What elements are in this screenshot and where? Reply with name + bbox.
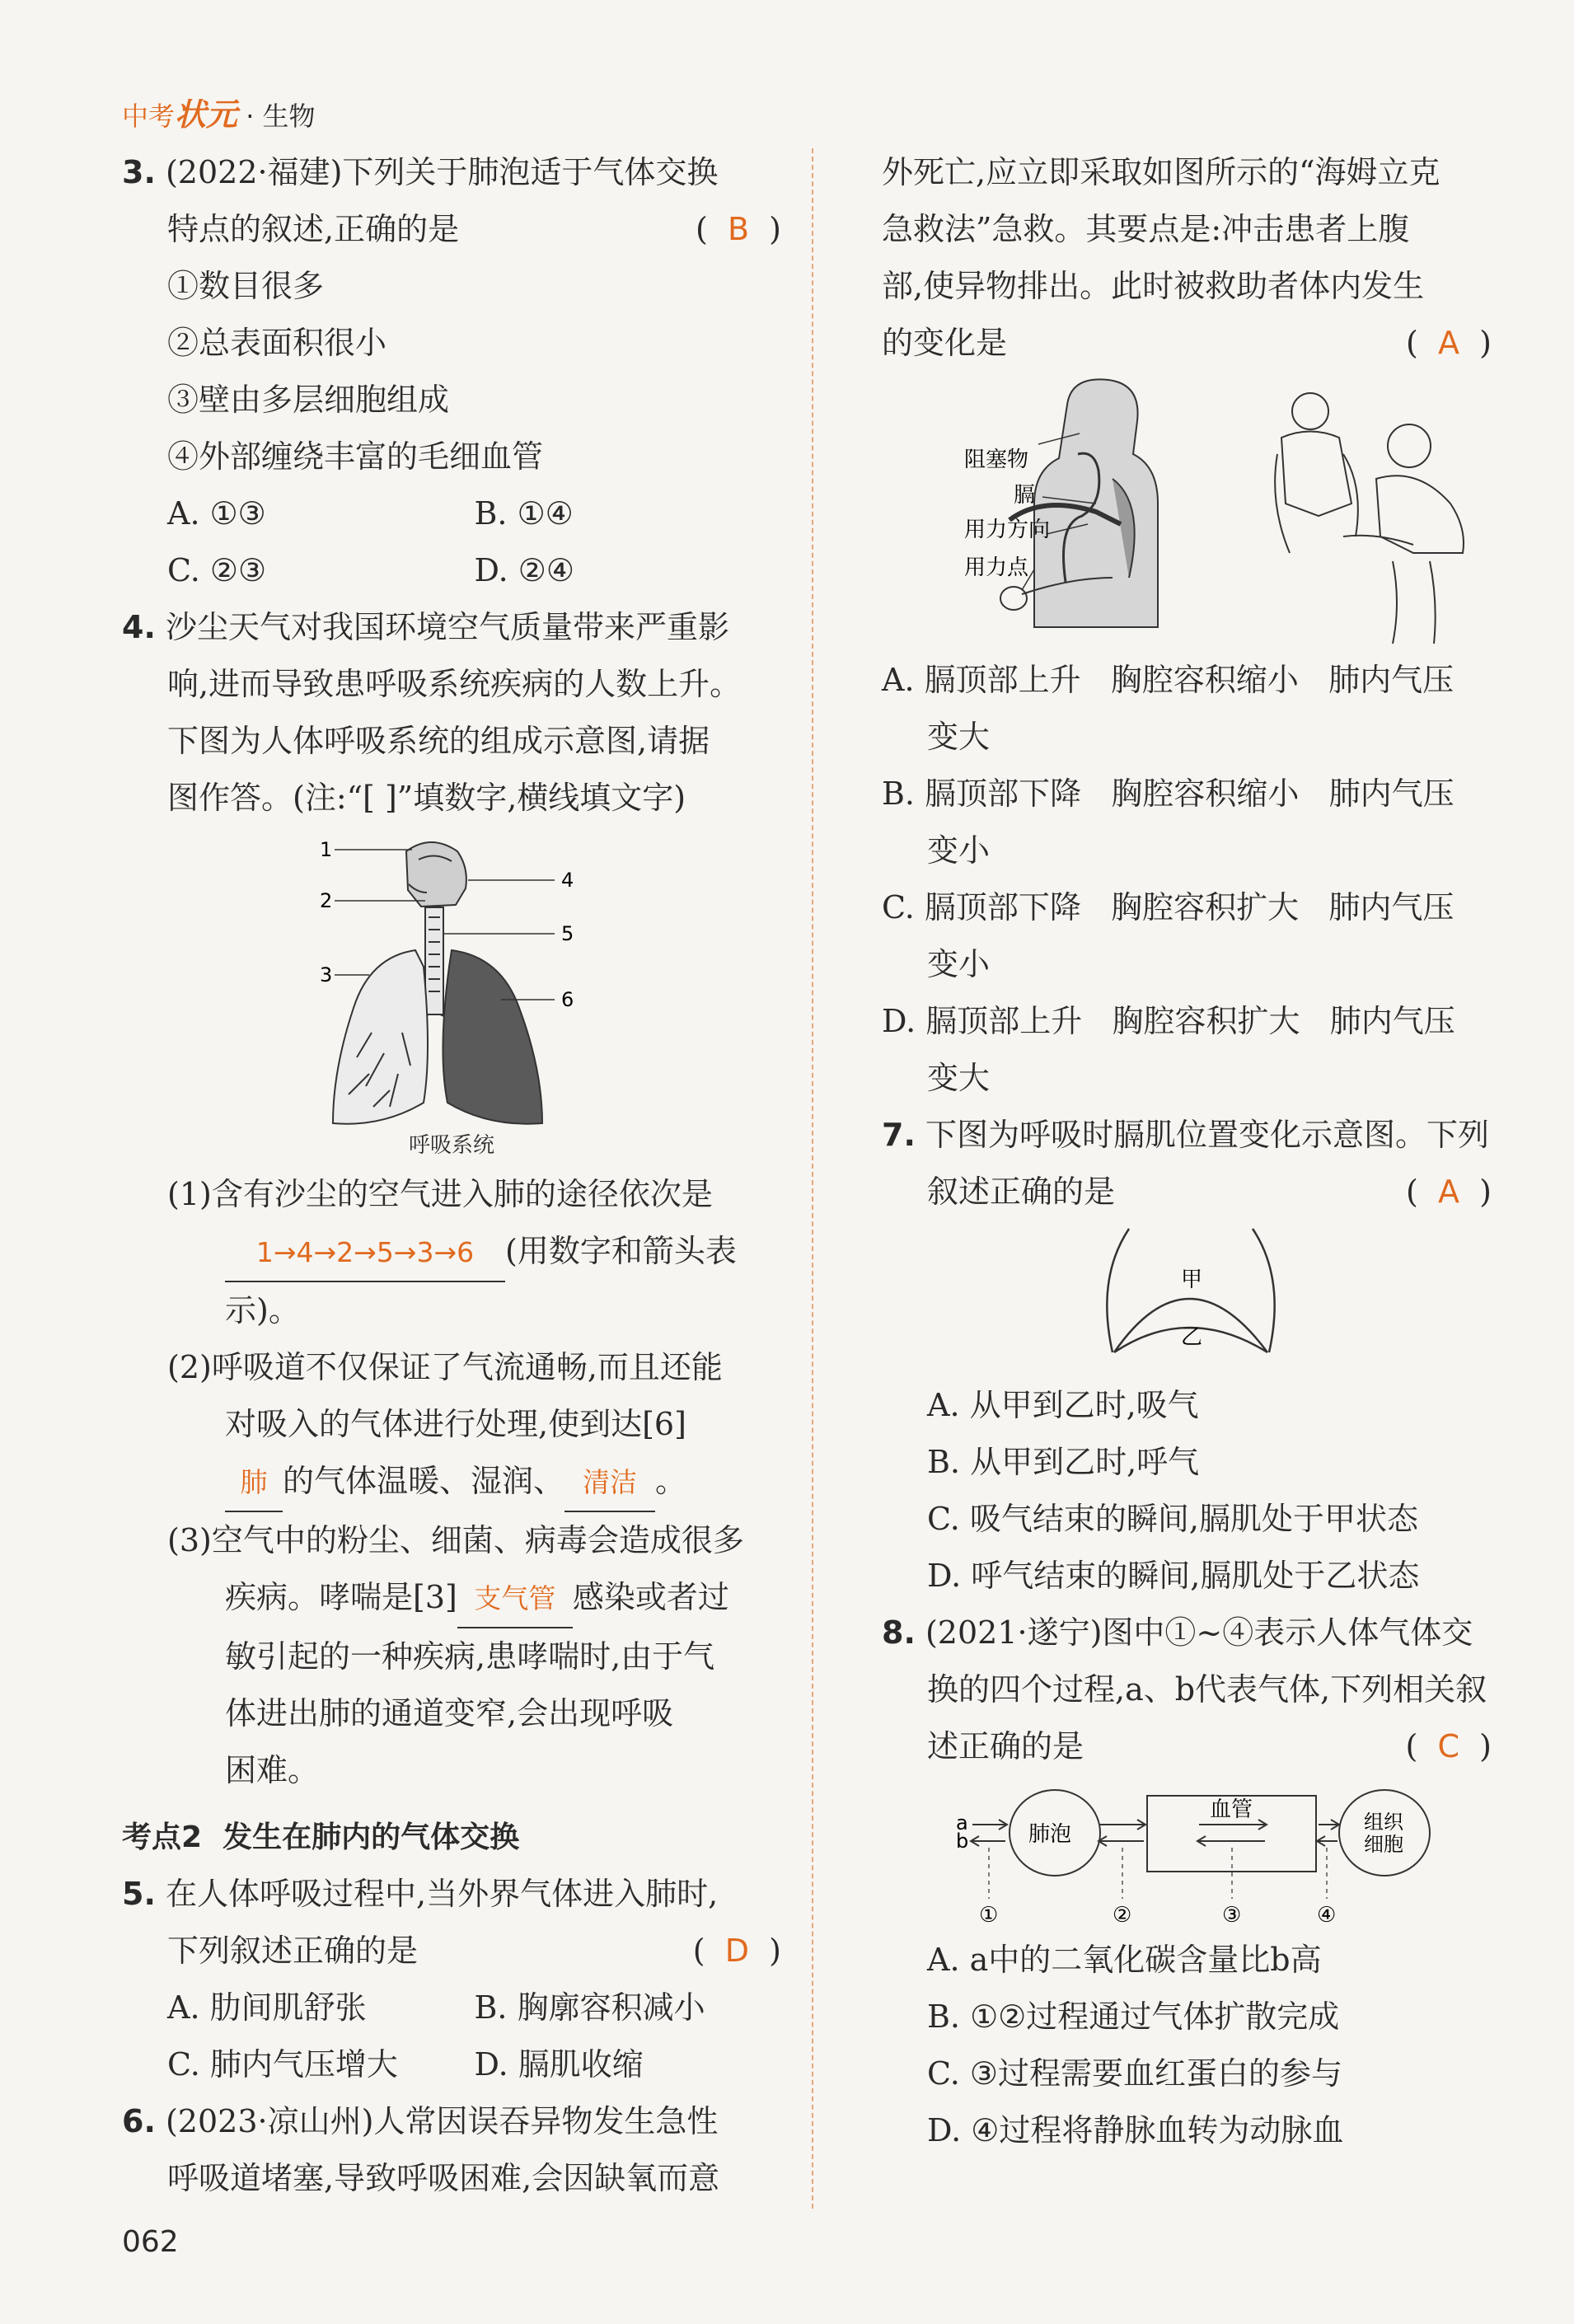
option-a: A. ①③: [167, 495, 266, 532]
subquestion-2: (2)呼吸道不仅保证了气流通畅,而且还能: [167, 1349, 723, 1385]
diaphragm-figure: [882, 1221, 1492, 1377]
left-column: [122, 144, 781, 2207]
option-d: D. 膈顶部上升 胸腔容积扩大 肺内气压: [882, 1003, 1455, 1039]
fig-label-cell: 细胞: [1364, 1833, 1403, 1856]
question-5: [122, 1866, 781, 2093]
subquestion-text: (用数字和箭头表: [505, 1233, 737, 1269]
fig-label-jia: 甲: [1181, 1267, 1203, 1292]
answer-parens: ( B ): [695, 211, 781, 247]
option-c: C. 吸气结束的瞬间,膈肌处于甲状态: [927, 1501, 1418, 1537]
question-3: [122, 144, 781, 599]
option-b-cont: 变小: [927, 832, 991, 869]
answer-blank: 支气管: [457, 1570, 573, 1628]
question-number: 7.: [882, 1117, 916, 1153]
question-text: 图作答。(注:“[ ]”填数字,横线填文字): [167, 780, 686, 816]
fig-label-6: 6: [561, 988, 574, 1011]
question-text: (2021·遂宁)图中①~④表示人体气体交: [925, 1614, 1473, 1651]
option-b: B. ①④: [474, 495, 574, 532]
question-text: 外死亡,应立即采取如图所示的“海姆立克: [882, 154, 1440, 190]
fig-label-4: 4: [561, 869, 574, 892]
option-b: B. ①②过程通过气体扩散完成: [927, 1998, 1340, 2035]
fig-label-3: 3: [320, 963, 333, 986]
option-a: A. 肋间肌舒张: [167, 1989, 367, 2026]
respiratory-system-figure: [122, 827, 781, 1132]
subquestion-3: (3)空气中的粉尘、细菌、病毒会造成很多: [167, 1522, 744, 1558]
subquestion-text: 感染或者过: [572, 1579, 729, 1615]
question-8: [882, 1605, 1492, 2159]
question-text: 部,使异物排出。此时被救助者体内发生: [882, 268, 1425, 304]
answer-parens: ( D ): [692, 1933, 781, 1969]
fig-label-process-4: ④: [1317, 1903, 1337, 1928]
subquestion-1: (1)含有沙尘的空气进入肺的途径依次是: [167, 1176, 713, 1212]
subquestion-text: 困难。: [225, 1752, 320, 1788]
heimlich-drawing: [1000, 379, 1464, 644]
option-d: D. ④过程将静脉血转为动脉血: [927, 2112, 1344, 2148]
option-b: B. 膈顶部下降 胸腔容积缩小 肺内气压: [882, 775, 1455, 812]
question-7: [882, 1107, 1492, 1605]
right-column: [882, 144, 1492, 2159]
question-text: 述正确的是: [927, 1728, 1084, 1764]
option-c-cont: 变小: [927, 946, 991, 982]
answer-parens: ( A ): [1406, 325, 1492, 361]
answer-value: C: [1437, 1728, 1460, 1764]
statement-item: ③壁由多层细胞组成: [167, 382, 450, 418]
fig-label-5: 5: [561, 922, 574, 945]
question-number: 8.: [882, 1614, 916, 1651]
question-4: [122, 599, 781, 1799]
option-c: C. ③过程需要血红蛋白的参与: [927, 2055, 1342, 2092]
question-text: (2023·凉山州)人常因误吞异物发生急性: [165, 2103, 719, 2139]
fig-label-process-3: ③: [1222, 1903, 1242, 1928]
heimlich-figure: [882, 372, 1492, 652]
fig-label-diaphragm: 膈: [1014, 483, 1036, 508]
question-number: 6.: [122, 2103, 156, 2139]
statement-item: ④外部缠绕丰富的毛细血管: [167, 438, 544, 475]
statement-item: ②总表面积很小: [167, 325, 387, 361]
question-text: (2022·福建)下列关于肺泡适于气体交换: [165, 154, 719, 190]
option-a-cont: 变大: [927, 719, 991, 755]
subquestion-text: 敏引起的一种疾病,患哮喘时,由于气: [225, 1638, 715, 1675]
question-text: 的变化是: [882, 325, 1008, 361]
subquestion-text: 。: [655, 1463, 687, 1499]
option-d: D. 呼气结束的瞬间,膈肌处于乙状态: [927, 1558, 1420, 1594]
question-text: 下列叙述正确的是: [167, 1933, 419, 1969]
option-a: A. 从甲到乙时,吸气: [927, 1387, 1199, 1423]
question-number: 5.: [122, 1876, 156, 1912]
fig-label-tissue: 组织: [1364, 1811, 1403, 1834]
question-text: 下图为人体呼吸系统的组成示意图,请据: [167, 723, 710, 759]
figure-caption: 呼吸系统: [408, 1133, 494, 1158]
subquestion-text: 示)。: [225, 1292, 300, 1328]
header-dot: ·: [246, 101, 255, 132]
answer-parens: ( C ): [1405, 1728, 1492, 1764]
option-d: D. ②④: [474, 552, 574, 588]
question-text: 急救法”急救。其要点是:冲击患者上腹: [882, 211, 1410, 247]
fig-label-b: b: [956, 1830, 969, 1853]
page-header: [122, 89, 316, 134]
answer-value: A: [1438, 325, 1460, 361]
question-6-continued: [882, 144, 1492, 1107]
fig-label-alveolus: 肺泡: [1028, 1822, 1072, 1847]
fig-label-process-2: ②: [1113, 1903, 1132, 1928]
fig-label-a: a: [956, 1811, 968, 1834]
answer-blank: 清洁: [564, 1454, 655, 1512]
question-text: 响,进而导致患呼吸系统疾病的人数上升。: [167, 666, 742, 702]
column-divider: [812, 148, 813, 2209]
gas-exchange-figure: [882, 1775, 1492, 1932]
fig-label-1: 1: [320, 838, 333, 861]
option-a: A. 膈顶部上升 胸腔容积缩小 肺内气压: [882, 662, 1455, 698]
answer-value: D: [724, 1933, 750, 1969]
question-number: 3.: [122, 154, 156, 190]
fig-label-force-point: 用力点: [964, 555, 1029, 580]
option-a: A. a中的二氧化碳含量比b高: [927, 1942, 1322, 1978]
fig-label-force-direction: 用力方向: [964, 518, 1051, 542]
section-heading: 考点2 发生在肺内的气体交换: [122, 1820, 520, 1854]
question-text: 叙述正确的是: [927, 1174, 1116, 1210]
option-d-cont: 变大: [927, 1060, 991, 1096]
fig-label-yi: 乙: [1181, 1325, 1203, 1350]
option-c: C. 肺内气压增大: [167, 2046, 398, 2083]
question-text: 在人体呼吸过程中,当外界气体进入肺时,: [165, 1876, 719, 1912]
subquestion-text: 体进出肺的通道变窄,会出现呼吸: [225, 1695, 674, 1731]
question-text: 沙尘天气对我国环境空气质量带来严重影: [165, 609, 729, 645]
question-text: 换的四个过程,a、b代表气体,下列相关叙: [927, 1671, 1487, 1708]
answer-value: A: [1438, 1174, 1460, 1210]
option-d: D. 膈肌收缩: [474, 2046, 644, 2083]
respiratory-drawing: [333, 842, 542, 1124]
header-subject: 生物: [262, 101, 316, 132]
answer-value: B: [727, 211, 750, 247]
option-c: C. 膈顶部下降 胸腔容积扩大 肺内气压: [882, 889, 1455, 925]
page-number: 062: [122, 2225, 179, 2259]
subquestion-text: 疾病。哮喘是[3]: [225, 1579, 457, 1615]
question-6-start: [122, 2093, 781, 2207]
question-text: 特点的叙述,正确的是: [167, 211, 460, 247]
option-c: C. ②③: [167, 552, 267, 588]
question-text: 下图为呼吸时膈肌位置变化示意图。下列: [925, 1117, 1489, 1153]
answer-blank: 1→4→2→5→3→6: [225, 1224, 505, 1282]
subquestion-text: 对吸入的气体进行处理,使到达[6]: [225, 1406, 686, 1442]
fig-label-process-1: ①: [979, 1903, 999, 1928]
subquestion-text: 的气体温暖、湿润、: [283, 1463, 565, 1499]
answer-parens: ( A ): [1406, 1174, 1492, 1210]
question-number: 4.: [122, 609, 156, 645]
fig-label-obstruction: 阻塞物: [964, 447, 1029, 472]
statement-item: ①数目很多: [167, 268, 325, 304]
answer-blank: 肺: [225, 1454, 283, 1512]
fig-label-blood-vessel: 血管: [1210, 1797, 1253, 1822]
option-b: B. 从甲到乙时,呼气: [927, 1444, 1200, 1480]
question-text: 呼吸道堵塞,导致呼吸困难,会因缺氧而意: [167, 2160, 720, 2196]
brand-logo: 中考状元: [122, 96, 238, 133]
fig-label-2: 2: [320, 889, 333, 912]
option-b: B. 胸廓容积减小: [474, 1989, 705, 2026]
